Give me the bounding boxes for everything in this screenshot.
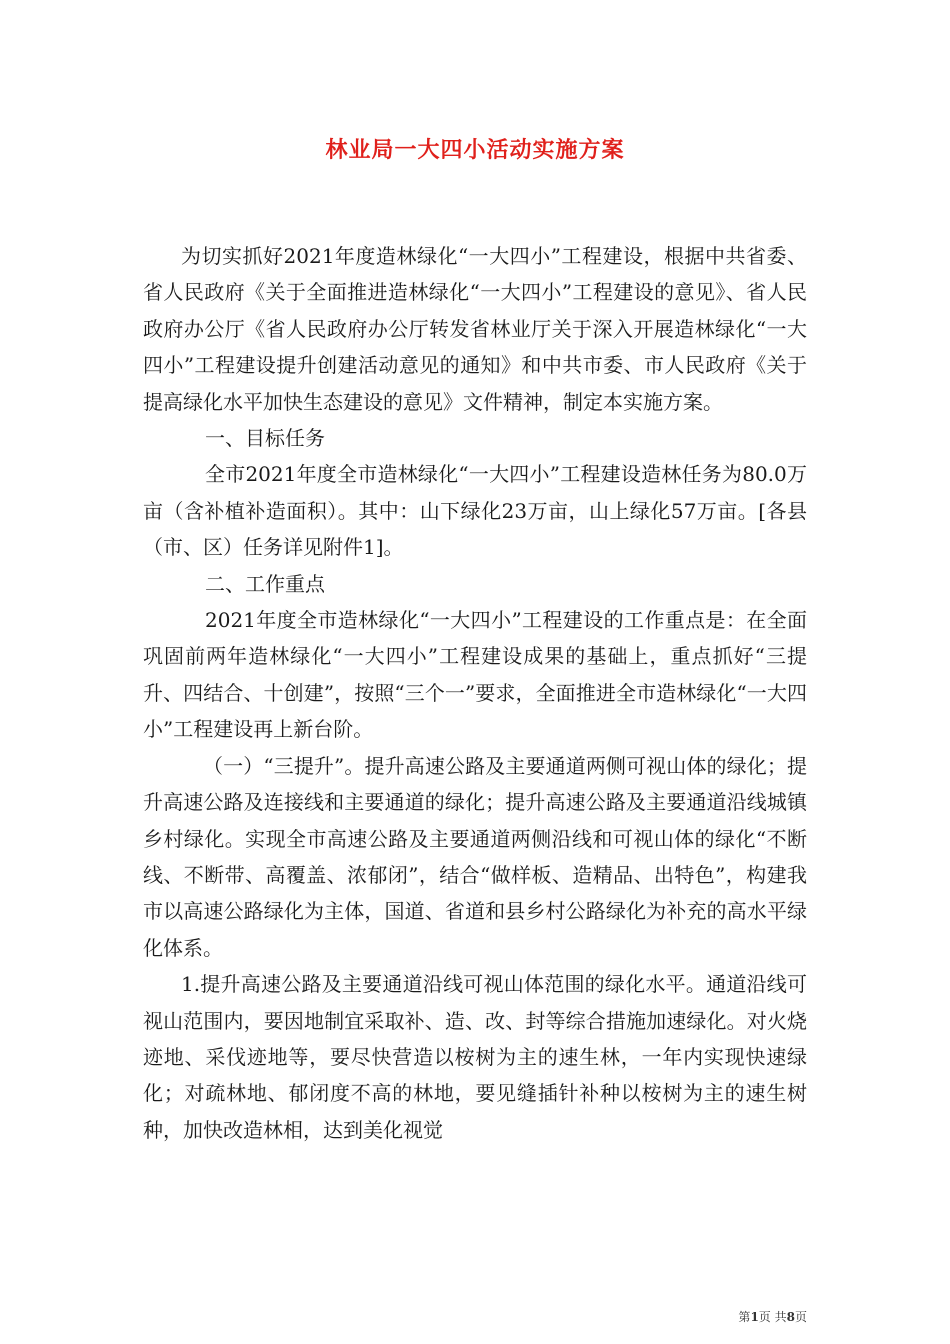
document-title: 林业局一大四小活动实施方案	[325, 137, 625, 163]
page-number-footer	[738, 1308, 807, 1325]
section-heading-goals: 一、目标任务	[205, 426, 325, 451]
page-label-suffix: 页	[794, 1310, 807, 1324]
page-label-prefix: 第	[738, 1310, 751, 1324]
goals-paragraph: 全市2021年度全市造林绿化“一大四小”工程建设造林任务为80.0万亩（含补植补造面积）。其中：山下绿化23万亩，山上绿化57万亩。[各县（市、区）任务详见附件1]。	[143, 462, 807, 560]
three-upgrades-paragraph: （一）“三提升”。提升高速公路及主要通道两侧可视山体的绿化；提升高速公路及连接线和主要通道的绿化；提升高速公路及主要通道沿线城镇乡村绿化。实现全市高速公路及主要通道两侧沿线和可视山体的绿化“不断线、不断带、高覆盖、浓郁闭”，结合“做样板、造精品、出特色”，构建我市以高速公路绿化为主体，国道、省道和县乡村公路绿化为补充的高水平绿化体系。	[143, 753, 807, 960]
page-label-mid: 页 共	[758, 1310, 787, 1324]
current-page-number: 1	[750, 1310, 759, 1324]
total-pages-number: 8	[786, 1310, 795, 1324]
section-heading-focus: 二、工作重点	[205, 571, 325, 596]
document-body	[143, 238, 807, 1148]
item-1-paragraph: 1.提升高速公路及主要通道沿线可视山体范围的绿化水平。通道沿线可视山范围内，要因地制宜采取补、造、改、封等综合措施加速绿化。对火烧迹地、采伐迹地等，要尽快营造以桉树为主的速生林，一年内实现快速绿化；对疏林地、郁闭度不高的林地，要见缝插针补种以桉树为主的速生树种，加快改造林相，达到美化视觉	[143, 972, 807, 1142]
focus-paragraph: 2021年度全市造林绿化“一大四小”工程建设的工作重点是：在全面巩固前两年造林绿化“一大四小”工程建设成果的基础上，重点抓好“三提升、四结合、十创建”，按照“三个一”要求，全面推进全市造林绿化“一大四小”工程建设再上新台阶。	[143, 608, 807, 742]
intro-paragraph: 为切实抓好2021年度造林绿化“一大四小”工程建设，根据中共省委、省人民政府《关于全面推进造林绿化“一大四小”工程建设的意见》、省人民政府办公厅《省人民政府办公厅转发省林业厅关于深入开展造林绿化“一大四小”工程建设提升创建活动意见的通知》和中共市委、市人民政府《关于提高绿化水平加快生态建设的意见》文件精神，制定本实施方案。	[143, 244, 807, 414]
